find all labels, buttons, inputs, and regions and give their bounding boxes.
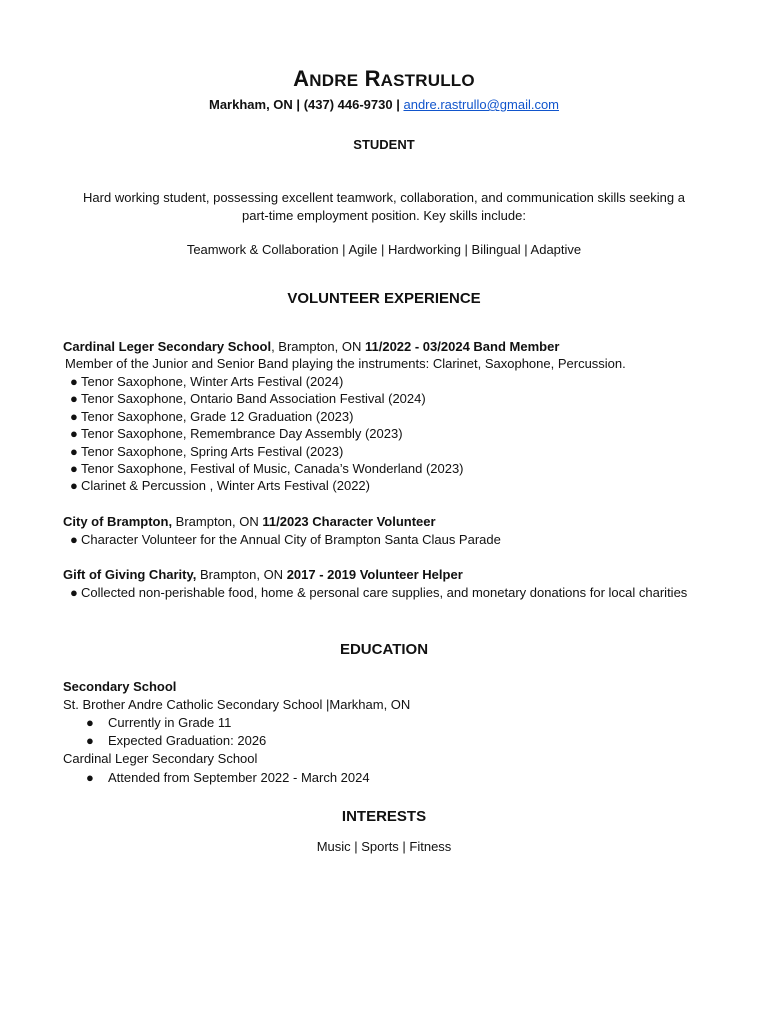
entry-detail: 11/2022 - 03/2024 Band Member [364,339,560,354]
entry-org: Cardinal Leger Secondary School [63,339,272,354]
list-item: ● Collected non-perishable food, home & personal care supplies, and monetary donations for local charities [70,585,688,600]
entry-detail: 2017 - 2019 Volunteer Helper [286,567,463,582]
list-item: ● Tenor Saxophone, Festival of Music, Canada’s Wonderland (2023) [70,460,464,476]
bullet-icon: ● [70,532,78,547]
entry-place: , Brampton, ON [271,339,365,354]
list-item: ● Tenor Saxophone, Ontario Band Association Festival (2024) [70,391,426,407]
skills-line: Teamwork & Collaboration | Agile | Hardworking | Bilingual | Adaptive [186,242,582,257]
role-title: STUDENT [353,137,415,152]
bullet-icon: ● [70,408,78,424]
bullet-list [70,584,687,601]
bullet-icon: ● [86,715,94,730]
entry-place: Brampton, ON [196,567,287,582]
interests-line: Music | Sports | Fitness [316,839,452,854]
contact-line [0,97,768,112]
bullet-list [70,373,464,495]
bullet-icon: ● [70,443,78,459]
bullet-list [86,714,266,750]
list-item: ● Expected Graduation: 2026 [86,733,267,748]
education-subheading: Secondary School [63,679,177,694]
list-item: ● Tenor Saxophone, Remembrance Day Assembly (2023) [70,426,403,442]
entry-description: Member of the Junior and Senior Band playing the instruments: Clarinet, Saxophone, Percussion. [65,356,626,371]
entry-place: Brampton, ON [172,514,263,529]
school-name: St. Brother Andre Catholic Secondary School |Markham, ON [63,697,411,712]
entry-detail: 11/2023 Character Volunteer [262,514,436,529]
name-last: RASTRULLO [364,66,475,91]
bullet-icon: ● [70,585,78,600]
bullet-list [70,531,501,548]
section-title-education: EDUCATION [339,641,429,658]
entry-heading [63,514,436,529]
section-title-volunteer: VOLUNTEER EXPERIENCE [287,290,481,307]
entry-org: City of Brampton, [63,514,173,529]
separator: | [396,97,400,112]
bullet-icon: ● [70,478,78,494]
entry-org: Gift of Giving Charity, [63,567,197,582]
summary: Hard working student, possessing excellent teamwork, collaboration, and communication skills seeking a part-time employment position. Key skills include: [83,190,685,223]
bullet-icon: ● [70,391,78,407]
list-item: ● Tenor Saxophone, Spring Arts Festival (2023) [70,443,344,459]
entry-heading [63,339,559,354]
candidate-name [0,66,768,92]
list-item: ● Clarinet & Percussion , Winter Arts Festival (2022) [70,478,370,494]
name-first: ANDRE [293,66,359,91]
list-item: ● Currently in Grade 11 [86,715,232,730]
entry-heading [63,567,463,582]
email-link[interactable]: andre.rastrullo@gmail.com [403,97,560,112]
list-item: ● Attended from September 2022 - March 2024 [86,770,370,785]
bullet-list [86,769,370,787]
bullet-icon: ● [70,374,78,389]
school-name: Cardinal Leger Secondary School [63,751,258,766]
bullet-icon: ● [70,426,78,442]
list-item: ● Tenor Saxophone, Grade 12 Graduation (2023) [70,408,354,424]
bullet-icon: ● [70,460,78,476]
list-item: ● Character Volunteer for the Annual City of Brampton Santa Claus Parade [70,532,501,547]
separator: | [296,97,301,112]
bullet-icon: ● [86,770,94,785]
location: Markham, ON [208,97,293,112]
list-item: ● Tenor Saxophone, Winter Arts Festival (2024) [70,374,344,389]
phone: (437) 446-9730 [303,97,393,112]
bullet-icon: ● [86,733,94,748]
section-title-interests: INTERESTS [341,808,427,825]
